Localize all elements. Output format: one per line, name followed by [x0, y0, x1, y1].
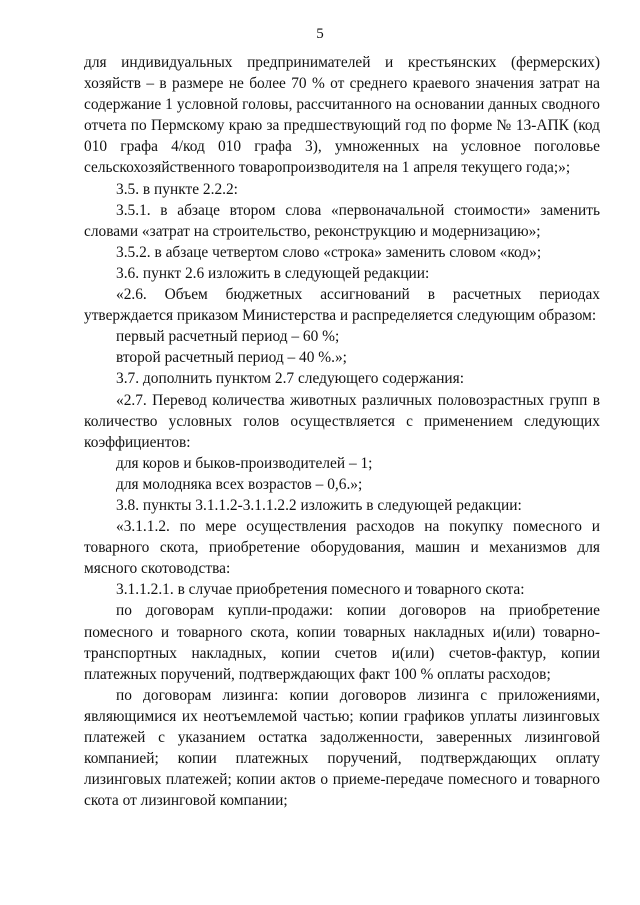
paragraph-3-7: 3.7. дополнить пунктом 2.7 следующего содержания:	[116, 370, 465, 388]
paragraph-3-1-1-2-1: 3.1.1.2.1. в случае приобретения помесного и товарного скота:	[116, 581, 525, 599]
paragraph-3-5: 3.5. в пункте 2.2.2:	[116, 180, 238, 198]
paragraph-second-period: второй расчетный период – 40 %.»;	[116, 349, 347, 367]
paragraph-continuation: для индивидуальных предпринимателей и крестьянских (фермерских) хозяйств – в размере не более 70 % от среднего краевого значения затрат на содержание 1 условной головы, рассчитанного на основании данных сводного отчета по Пермскому краю за предшествующий год по форме № 13-АПК (код 010 графа 4/код 010 графа 3), умноженных на условное поголовье сельскохозяйственного товаропроизводителя на 1 апреля текущего года;»;	[84, 54, 600, 177]
paragraph-2-7-quote: «2.7. Перевод количества животных различных половозрастных групп в количество условных голов осуществляется с применением следующих коэффициентов:	[84, 391, 600, 451]
paragraph-2-6-quote: «2.6. Объем бюджетных ассигнований в расчетных периодах утверждается приказом Министерства и распределяется следующим образом:	[84, 286, 600, 325]
paragraph-3-5-2: 3.5.2. в абзаце четвертом слово «строка» заменить словом «код»;	[116, 243, 542, 261]
paragraph-first-period: первый расчетный период – 60 %;	[116, 328, 340, 346]
paragraph-leasing-contracts: по договорам лизинга: копии договоров лизинга с приложениями, являющимися их неотъемлемой частью; копии графиков уплаты лизинговых платежей с указанием остатка задолженности, заверенных лизинговой компанией; копии платежных поручений, подтверждающих оплату лизинговых платежей; копии актов о приеме-передаче помесного и товарного скота от лизинговой компании;	[84, 686, 600, 810]
paragraph-3-1-1-2-quote: «3.1.1.2. по мере осуществления расходов на покупку помесного и товарного скота, приобретение оборудования, машин и механизмов для мясного скотоводства:	[84, 518, 600, 578]
document-body	[84, 52, 600, 811]
paragraph-3-5-1: 3.5.1. в абзаце втором слова «первоначальной стоимости» заменить словами «затрат на строительство, реконструкцию и модернизацию»;	[84, 201, 600, 240]
paragraph-young-coefficient: для молодняка всех возрастов – 0,6.»;	[116, 475, 363, 493]
paragraph-purchase-contracts: по договорам купли-продажи: копии договоров на приобретение помесного и товарного скота, копии товарных накладных и(или) товарно-транспортных накладных, копии счетов и(или) счетов-фактур, копии платежных поручений, подтверждающих факт 100 % оплаты расходов;	[84, 602, 600, 683]
page-number: 5	[316, 26, 324, 42]
paragraph-3-6: 3.6. пункт 2.6 изложить в следующей редакции:	[116, 264, 430, 282]
paragraph-3-8: 3.8. пункты 3.1.1.2-3.1.1.2.2 изложить в следующей редакции:	[116, 496, 522, 514]
paragraph-cows-coefficient: для коров и быков-производителей – 1;	[116, 454, 373, 472]
